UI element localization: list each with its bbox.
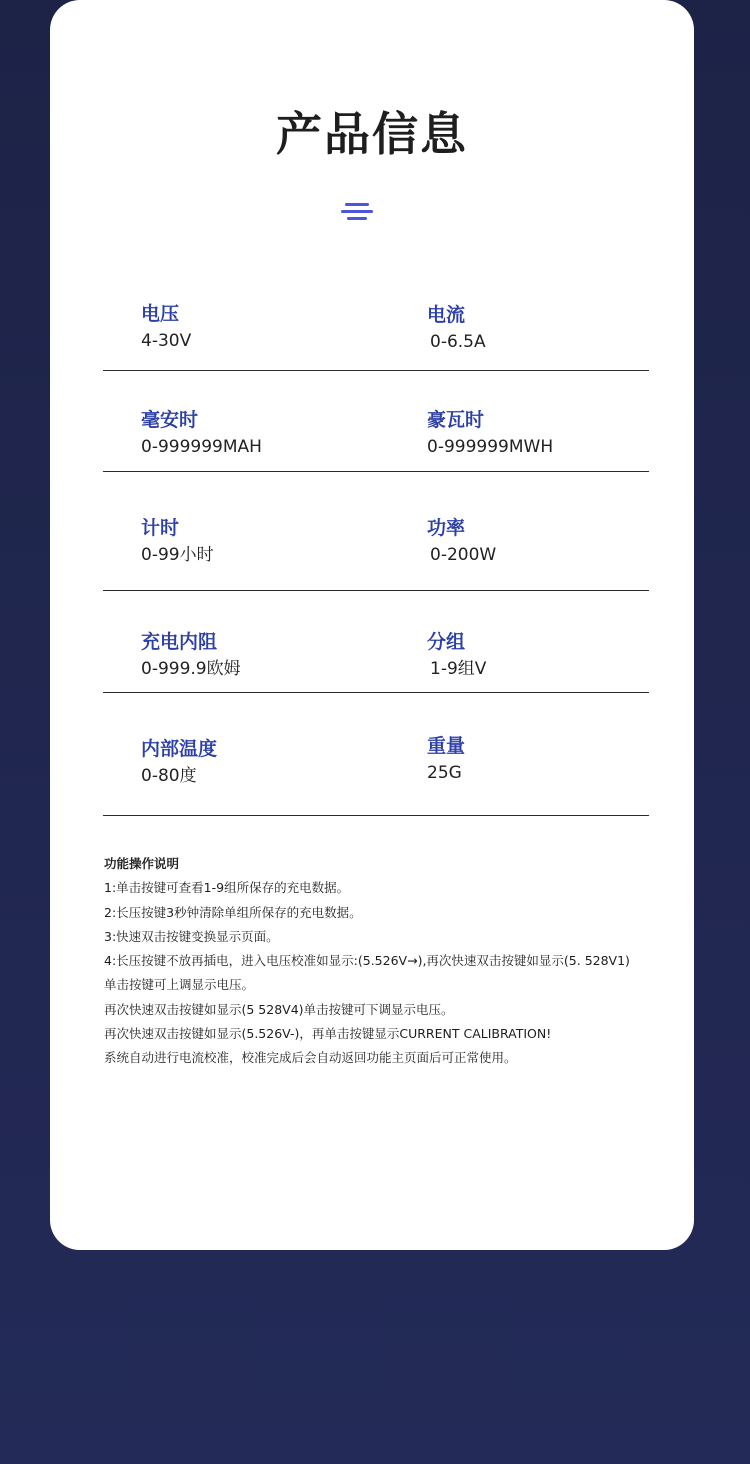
spec-mwh — [427, 408, 553, 458]
spec-value: 0-80度 — [141, 766, 197, 786]
spec-row — [103, 371, 649, 472]
notes-line: 再次快速双击按键如显示(5 528V4)单击按键可下调显示电压。 — [104, 1001, 454, 1017]
spec-label: 毫安时 — [141, 409, 199, 431]
spec-label: 重量 — [427, 735, 466, 757]
spec-label: 电流 — [427, 304, 466, 326]
notes-line: 单击按键可上调显示电压。 — [104, 977, 255, 993]
spec-internal-resistance — [141, 630, 241, 680]
spec-value: 0-999999MWH — [427, 437, 554, 457]
spec-value: 4-30V — [141, 331, 192, 351]
spec-row — [103, 472, 649, 591]
spec-value: 0-999.9欧姆 — [141, 659, 241, 679]
spec-value: 1-9组V — [430, 659, 487, 679]
notes-line: 再次快速双击按键如显示(5.526V-)，再单击按键显示CURRENT CALIBRATION! — [104, 1026, 552, 1042]
spec-voltage — [141, 302, 191, 352]
operation-notes — [104, 852, 674, 1071]
spec-mah — [141, 408, 262, 458]
spec-row — [103, 300, 649, 371]
spec-label: 分组 — [427, 631, 466, 653]
spec-value: 0-200W — [430, 545, 497, 565]
spec-label: 内部温度 — [141, 738, 218, 760]
product-info-card — [50, 0, 694, 1250]
spec-value: 25G — [427, 763, 462, 783]
notes-line: 系统自动进行电流校准，校准完成后会自动返回功能主页面后可正常使用。 — [104, 1050, 517, 1066]
notes-line: 1:单击按键可查看1-9组所保存的充电数据。 — [104, 880, 350, 896]
notes-line: 4:长压按键不放再插电，进入电压校准如显示:(5.526V→),再次快速双击按键如显示(5. 528V1) — [104, 953, 630, 969]
notes-heading: 功能操作说明 — [104, 856, 180, 871]
spec-label: 充电内阻 — [141, 631, 218, 653]
spec-value: 0-6.5A — [430, 332, 486, 352]
spec-weight — [427, 734, 465, 784]
page-title: 产品信息 — [276, 107, 468, 161]
spec-value: 0-999999MAH — [141, 437, 262, 457]
spec-label: 计时 — [141, 517, 180, 539]
notes-line: 3:快速双击按键变换显示页面。 — [104, 928, 279, 944]
spec-group — [427, 630, 486, 680]
spec-label: 豪瓦时 — [427, 409, 485, 431]
spec-row — [103, 693, 649, 816]
spec-timer — [141, 516, 214, 566]
spec-internal-temperature — [141, 737, 217, 787]
spec-label: 功率 — [427, 517, 466, 539]
menu-lines-icon — [341, 203, 373, 221]
spec-row — [103, 591, 649, 693]
notes-line: 2:长压按键3秒钟清除单组所保存的充电数据。 — [104, 904, 362, 920]
spec-value: 0-99小时 — [141, 545, 214, 565]
spec-label: 电压 — [141, 303, 180, 325]
spec-current — [427, 303, 486, 353]
spec-power — [427, 516, 496, 566]
